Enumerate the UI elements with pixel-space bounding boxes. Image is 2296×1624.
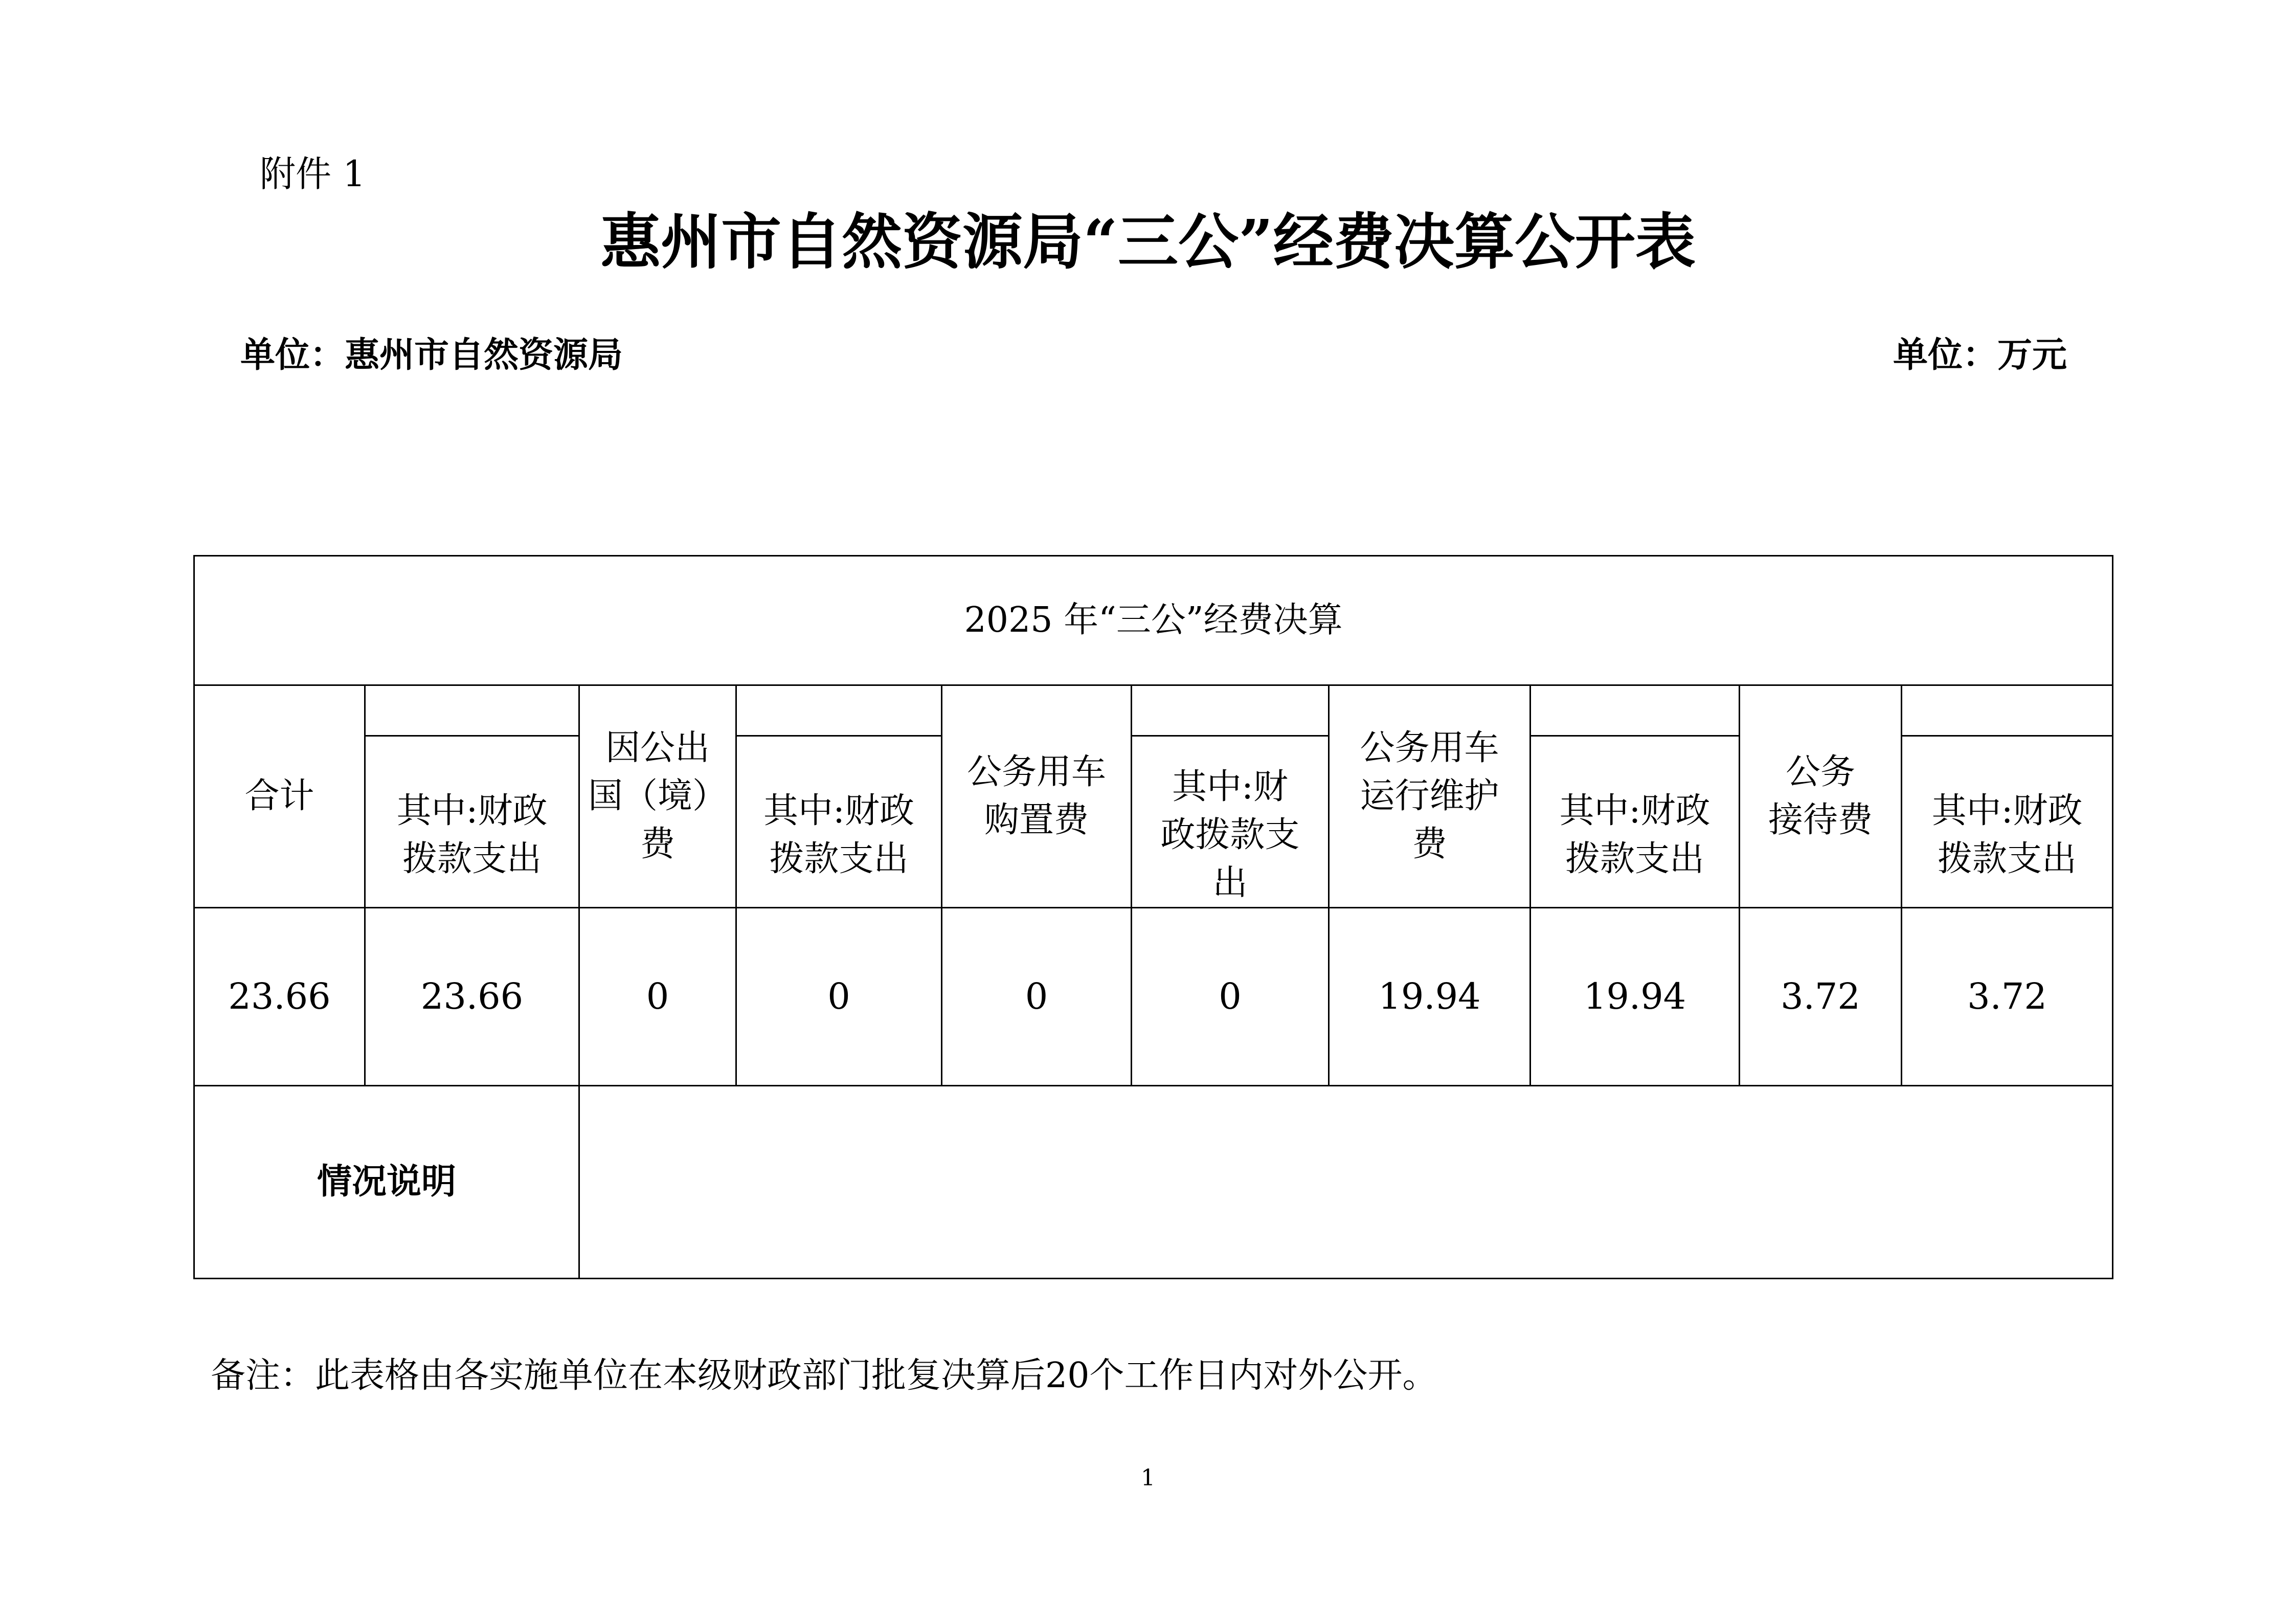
- page-number: 1: [1141, 1465, 1155, 1491]
- col-header-vehicle-operation: 公务用车 运行维护 费: [1329, 685, 1530, 908]
- col-header-overseas-fiscal: 其中:财政 拨款支出: [736, 685, 942, 908]
- value-total-fiscal: 23.66: [365, 908, 579, 1086]
- footnote: 备注：此表格由各实施单位在本级财政部门批复决算后20个工作日内对外公开。: [211, 1355, 1437, 1396]
- value-vehicle-purchase-fiscal: 0: [1132, 908, 1329, 1086]
- value-total: 23.66: [194, 908, 365, 1086]
- unit-currency: 单位：万元: [1893, 335, 2067, 375]
- page-title: 惠州市自然资源局“三公”经费决算公开表: [600, 206, 1696, 277]
- value-vehicle-purchase: 0: [942, 908, 1132, 1086]
- value-overseas: 0: [579, 908, 736, 1086]
- value-vehicle-operation: 19.94: [1329, 908, 1530, 1086]
- remarks-label: 情况说明: [194, 1086, 579, 1279]
- remarks-value: [579, 1086, 2113, 1279]
- column-header-row: [194, 685, 2113, 908]
- col-header-total: 合计: [194, 685, 365, 908]
- col-header-total-fiscal: 其中:财政 拨款支出: [365, 685, 579, 908]
- col-header-reception-fiscal: 其中:财政 拨款支出: [1902, 685, 2113, 908]
- col-header-reception: 公务 接待费: [1740, 685, 1902, 908]
- col-header-vehicle-purchase-fiscal: 其中:财 政拨款支 出: [1132, 685, 1329, 908]
- col-header-overseas: 因公出 国（境） 费: [579, 685, 736, 908]
- attachment-label: 附件 1: [260, 153, 366, 195]
- value-reception: 3.72: [1740, 908, 1902, 1086]
- col-header-vehicle-purchase: 公务用车 购置费: [942, 685, 1132, 908]
- col-header-vehicle-operation-fiscal: 其中:财政 拨款支出: [1530, 685, 1740, 908]
- remarks-row: [194, 1086, 2113, 1279]
- value-vehicle-operation-fiscal: 19.94: [1530, 908, 1740, 1086]
- unit-organization: 单位：惠州市自然资源局: [240, 335, 623, 375]
- value-reception-fiscal: 3.72: [1902, 908, 2113, 1086]
- section-title: 2025 年“三公”经费决算: [194, 556, 2113, 685]
- table-row: [194, 908, 2113, 1086]
- value-overseas-fiscal: 0: [736, 908, 942, 1086]
- expense-table: [193, 555, 2113, 1279]
